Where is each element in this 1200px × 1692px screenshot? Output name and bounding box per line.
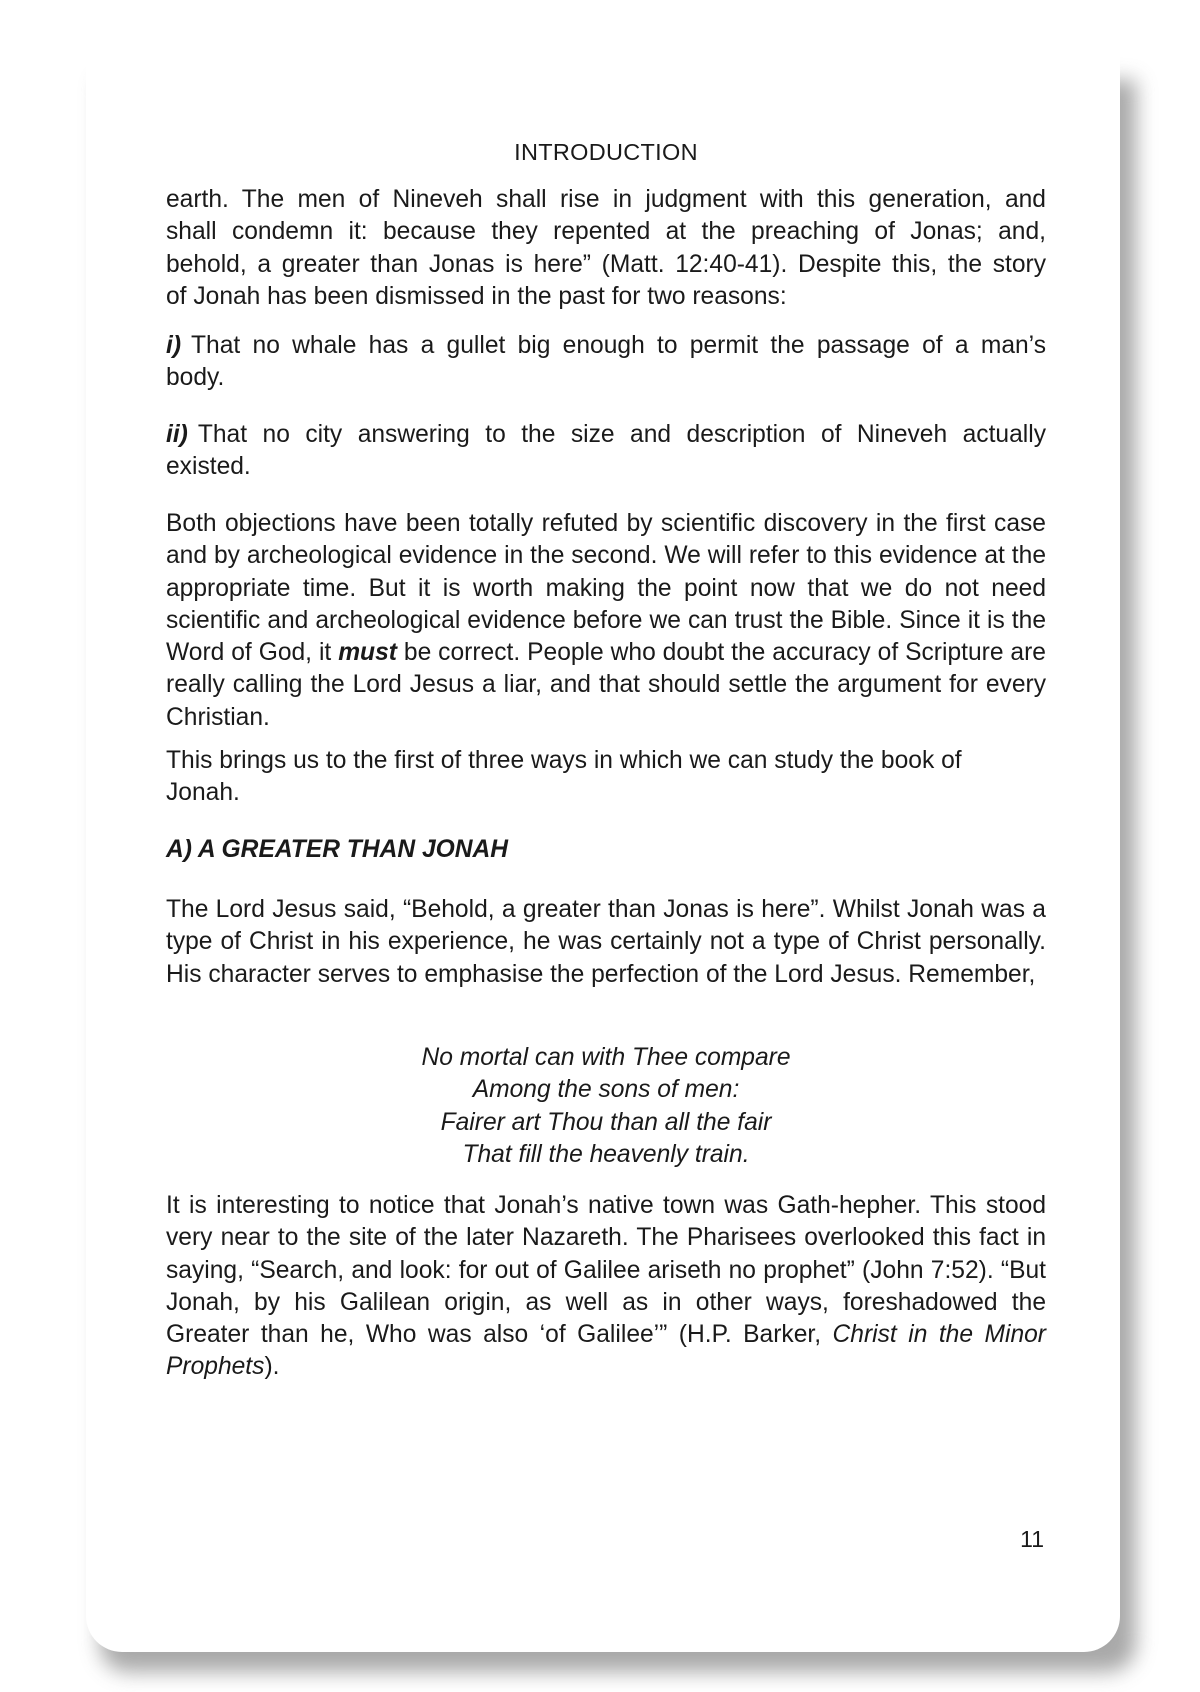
running-head: INTRODUCTION — [514, 139, 698, 165]
book-page — [86, 0, 1120, 1652]
book-title: Christ in the Minor Prophets — [166, 1321, 1046, 1381]
emphasis-must: must — [338, 639, 397, 667]
page-number: 11 — [1020, 1526, 1044, 1552]
paragraph-gath-hepher — [166, 1190, 1046, 1384]
text-run: It is interesting to notice that Jonah’s native town was Gath-hepher. This stood very near to the site of the later Nazareth. The Pharisees overlooked this fact in saying, “Search, and look: for out of Galilee ariseth no prophet” (John 7:52). “But Jonah, by his Galilean origin, as well as in other ways, foreshadowed the Greater than he, Who was also ‘of Galilee’” (H.P. Barker, — [166, 1192, 1046, 1349]
text-line — [166, 330, 1046, 362]
paragraph-text: The Lord Jesus said, “Behold, a greater than Jonas is here”. Whilst Jonah was a type of Christ in his experience, he was certainly not a type of Christ personally. His character serves to emphasise the perfection of the Lord Jesus. Remember, — [166, 896, 1046, 988]
text-line: This brings us to the first of three ways in which we can study the book of — [166, 747, 962, 774]
poem — [166, 1042, 1046, 1171]
reason-one — [166, 330, 1046, 395]
text-line: of Jonah has been dismissed in the past for two reasons: — [166, 282, 787, 310]
reason-label: ii) — [166, 421, 188, 448]
reason-label: i) — [166, 332, 182, 359]
paragraph-three-ways — [166, 745, 1046, 810]
text-run: Both objections have been totally refuted by scientific discovery in the first case and by archeological evidence in the second. We will refer to this evidence at the appropriate time. But it is worth making the point now that we do not need scientific and archeological evidence before we can trust the Bible. Since it is the Word of God, it — [166, 510, 1046, 667]
poem-line: Among the sons of men: — [472, 1076, 740, 1104]
paragraph-text — [166, 1190, 1046, 1384]
text-line: body. — [166, 364, 225, 392]
section-heading: A) A GREATER THAN JONAH — [166, 836, 509, 863]
reason-two — [166, 419, 1046, 484]
text-line: behold, a greater than Jonas is here” (Matt. 12:40-41). Despite this, the story — [166, 250, 1046, 278]
text-line: earth. The men of Nineveh shall rise in judgment with this generation, and — [166, 186, 1046, 213]
text-line: Jonah. — [166, 779, 240, 807]
text-run: be correct. People who doubt the accuracy of Scripture are really calling the Lord Jesus a liar, and that should settle the argument for every Christian. — [166, 639, 1046, 731]
paragraph-matthew-quote — [166, 184, 1046, 313]
paragraph-greater-than-jonas — [166, 894, 1046, 991]
poem-line: No mortal can with Thee compare — [421, 1044, 791, 1071]
text-line — [166, 419, 1046, 451]
poem-line: Fairer art Thou than all the fair — [440, 1108, 772, 1136]
poem-line: That fill the heavenly train. — [462, 1140, 750, 1168]
reason-text: That no city answering to the size and description of Nineveh actually — [197, 421, 1046, 448]
paragraph-objections — [166, 508, 1046, 734]
text-line: existed. — [166, 453, 251, 481]
reason-text: That no whale has a gullet big enough to permit the passage of a man’s — [191, 332, 1046, 359]
text-line: shall condemn it: because they repented at the preaching of Jonas; and, — [166, 218, 1046, 246]
paragraph-text — [166, 508, 1046, 734]
text-run: ). — [264, 1353, 280, 1381]
